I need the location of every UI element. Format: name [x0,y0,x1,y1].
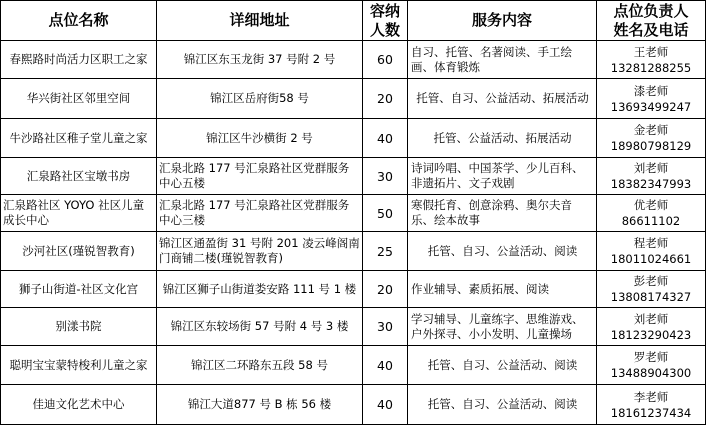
cell-contact [597,385,706,425]
cell-service: 作业辅导、素质拓展、阅读 [408,271,597,308]
cell-capacity: 50 [363,195,408,232]
header-service: 服务内容 [408,1,597,41]
cell-service: 托管、自习、公益活动、阅读 [408,346,597,385]
cell-capacity: 30 [363,158,408,195]
contact-name: 程老师 [633,236,669,250]
cell-capacity: 20 [363,271,408,308]
header-name: 点位名称 [1,1,157,41]
header-address: 详细地址 [157,1,363,41]
contact-phone: 13808174327 [610,290,692,304]
table-row [1,41,706,79]
contact-phone: 18980798129 [610,139,692,153]
cell-capacity: 40 [363,119,408,158]
table-row [1,79,706,119]
cell-contact [597,346,706,385]
table-row [1,346,706,385]
cell-name: 佳迪文化艺术中心 [1,385,157,425]
cell-address: 锦江区岳府街58 号 [157,79,363,119]
cell-name: 狮子山街道-社区文化宫 [1,271,157,308]
contact-name: 罗老师 [633,350,669,364]
table-row [1,271,706,308]
cell-address: 汇泉北路 177 号汇泉路社区党群服务中心五楼 [157,158,363,195]
table-row [1,119,706,158]
cell-contact [597,271,706,308]
cell-service: 托管、自习、公益活动、阅读 [408,385,597,425]
cell-contact [597,79,706,119]
contact-phone: 86611102 [621,214,681,228]
contact-phone: 13693499247 [610,99,692,114]
cell-name: 汇泉路社区宝墩书房 [1,158,157,195]
cell-contact [597,41,706,79]
cell-service: 托管、自习、公益活动、拓展活动 [408,79,597,119]
cell-address: 锦江大道877 号 B 栋 56 楼 [157,385,363,425]
contact-name: 优老师 [633,198,669,212]
contact-name: 刘老师 [633,161,669,175]
cell-service: 学习辅导、儿童练字、思维游戏、户外探寻、小小发明、儿童操场 [408,308,597,346]
contact-phone: 18161237434 [610,405,692,420]
cell-service: 诗词吟唱、中国茶学、少儿百科、非遗拓片、文子戏剧 [408,158,597,195]
cell-name: 华兴街社区邻里空间 [1,79,157,119]
table-row [1,308,706,346]
cell-capacity: 40 [363,346,408,385]
table-row [1,232,706,271]
cell-capacity: 30 [363,308,408,346]
cell-capacity: 40 [363,385,408,425]
header-contact: 点位负责人 姓名及电话 [597,1,706,41]
cell-name: 汇泉路社区 YOYO 社区儿童成长中心 [1,195,157,232]
cell-name: 春熙路时尚活力区职工之家 [1,41,157,79]
cell-name: 别漾书院 [1,308,157,346]
cell-contact [597,308,706,346]
cell-contact [597,232,706,271]
cell-address: 汇泉北路 177 号汇泉路社区党群服务中心三楼 [157,195,363,232]
cell-address: 锦江区通盈街 31 号附 201 凌云峰阁南门商铺二楼(瑾锐智教育) [157,232,363,271]
contact-phone: 13488904300 [610,366,692,380]
table-row [1,385,706,425]
cell-service: 托管、公益活动、拓展活动 [408,119,597,158]
cell-address: 锦江区狮子山街道娄安路 111 号 1 楼 [157,271,363,308]
contact-name: 金老师 [633,123,669,137]
cell-address: 锦江区东玉龙街 37 号附 2 号 [157,41,363,79]
cell-contact [597,195,706,232]
cell-capacity: 60 [363,41,408,79]
cell-capacity: 20 [363,79,408,119]
contact-phone: 18382347993 [610,177,692,191]
table-row [1,158,706,195]
contact-phone: 18123290423 [610,327,692,342]
cell-contact [597,119,706,158]
contact-phone: 13281288255 [610,60,692,75]
cell-address: 锦江区牛沙横街 2 号 [157,119,363,158]
table-header-row [1,1,706,41]
cell-address: 锦江区二环路东五段 58 号 [157,346,363,385]
cell-service: 寒假托育、创意涂鸦、奥尔夫音乐、绘本故事 [408,195,597,232]
cell-service: 自习、托管、名著阅读、手工绘画、体育锻炼 [408,41,597,79]
cell-name: 沙河社区(瑾锐智教育) [1,232,157,271]
cell-name: 牛沙路社区稚子堂儿童之家 [1,119,157,158]
contact-name: 李老师 [633,389,669,404]
cell-service: 托管、自习、公益活动、阅读 [408,232,597,271]
header-capacity: 容纳 人数 [363,1,408,41]
contact-name: 漆老师 [633,83,669,98]
table-row [1,195,706,232]
cell-address: 锦江区东较场街 57 号附 4 号 3 楼 [157,308,363,346]
cell-capacity: 25 [363,232,408,271]
cell-name: 聪明宝宝蒙特梭利儿童之家 [1,346,157,385]
cell-contact [597,158,706,195]
contact-name: 王老师 [633,44,669,59]
contact-name: 彭老师 [633,274,669,288]
contact-name: 刘老师 [633,311,669,326]
contact-phone: 18011024661 [610,252,692,266]
